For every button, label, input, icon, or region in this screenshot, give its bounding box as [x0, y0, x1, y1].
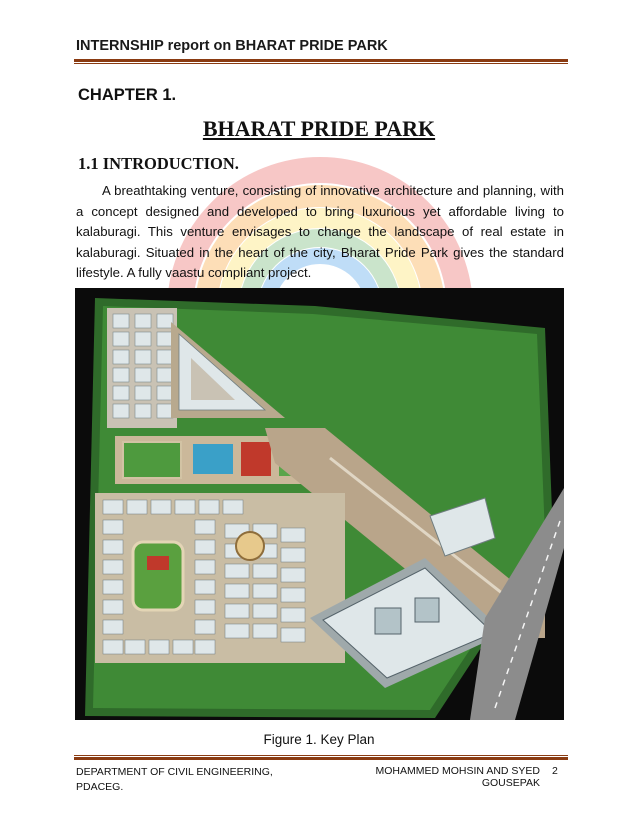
header-rule-thick	[74, 59, 568, 62]
page-number: 2	[552, 765, 558, 777]
header-rule-thin	[74, 63, 568, 64]
key-plan-image	[75, 288, 564, 720]
chapter-label: CHAPTER 1.	[78, 86, 177, 104]
footer-authors: MOHAMMED MOHSIN AND SYED GOUSEPAK	[375, 765, 540, 789]
page-title: BHARAT PRIDE PARK	[202, 116, 436, 141]
footer-rule-thick	[74, 757, 568, 760]
introduction-paragraph: A breathtaking venture, consisting of innovative architecture and planning, with a concept designed and developed to bring luxurious yet affordable living to kalaburagi. This venture envisages to change the landscape of real estate in kalaburagi. Situated in the heart of the city, Bharat Pride Park gives the standard lifestyle. A fully vaastu compliant project.	[76, 183, 564, 280]
footer-department-line1: DEPARTMENT OF CIVIL ENGINEERING,	[76, 766, 273, 778]
running-header-title: INTERNSHIP report on BHARAT PRIDE PARK	[76, 38, 388, 54]
figure-caption: Figure 1. Key Plan	[263, 732, 375, 747]
site-plan-drawing	[75, 288, 564, 720]
footer-department-line2: PDACEG.	[76, 781, 124, 793]
footer-rule-thin	[74, 755, 568, 756]
footer-department	[76, 765, 276, 795]
section-heading: 1.1 INTRODUCTION.	[78, 154, 239, 173]
